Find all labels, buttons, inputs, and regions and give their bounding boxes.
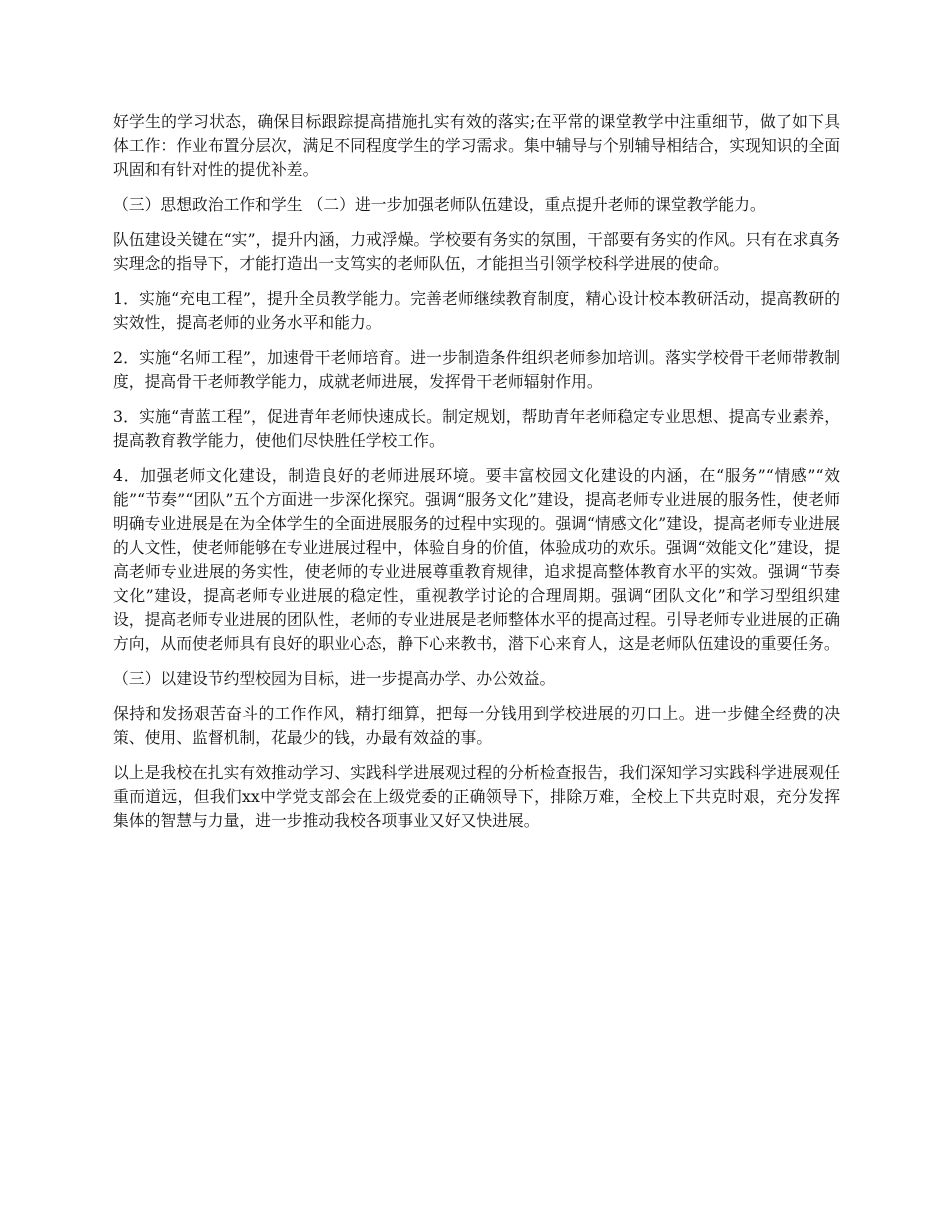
paragraph: 队伍建设关键在“实”，提升内涵，力戒浮燥。学校要有务实的氛围，干部要有务实的作风。只有在求真务实理念的指导下，才能打造出一支笃实的老师队伍，才能担当引领学校科学进展的使命。 bbox=[113, 230, 841, 273]
section-heading: （三）以建设节约型校园为目标，进一步提高办学、办公效益。 bbox=[113, 669, 556, 688]
list-item: 2．实施“名师工程”，加速骨干老师培育。进一步制造条件组织老师参加培训。落实学校骨干老师带教制度，提高骨干老师教学能力，成就老师进展，发挥骨干老师辐射作用。 bbox=[113, 348, 840, 391]
section-heading: （三）思想政治工作和学生 （二）进一步加强老师队伍建设，重点提升老师的课堂教学能力。 bbox=[113, 195, 766, 214]
list-item: 3．实施“青蓝工程”，促进青年老师快速成长。制定规划，帮助青年老师稳定专业思想、提高专业素养，提高教育教学能力，使他们尽快胜任学校工作。 bbox=[113, 407, 840, 450]
paragraph: 保持和发扬艰苦奋斗的工作作风，精打细算，把每一分钱用到学校进展的刃口上。进一步健全经费的决策、使用、监督机制，花最少的钱，办最有效益的事。 bbox=[113, 704, 840, 747]
conclusion-paragraph: 以上是我校在扎实有效推动学习、实践科学进展观过程的分析检查报告，我们深知学习实践科学进展观任重而道远，但我们xx中学党支部会在上级党委的正确领导下，排除万难，全校上下共克时艰，充分发挥集体的智慧与力量，进一步推动我校各项事业又好又快进展。 bbox=[113, 763, 840, 830]
paragraph: 好学生的学习状态，确保目标跟踪提高措施扎实有效的落实;在平常的课堂教学中注重细节，做了如下具体工作：作业布置分层次，满足不同程度学生的学习需求。集中辅导与个别辅导相结合，实现知识的全面巩固和有针对性的提优补差。 bbox=[113, 112, 840, 179]
list-item: 4．加强老师文化建设，制造良好的老师进展环境。要丰富校园文化建设的内涵，在“服务”“情感”“效能”“节奏”“团队”五个方面进一步深化探究。强调“服务文化”建设，提高老师专业进展的服务性，使老师明确专业进展是在为全体学生的全面进展服务的过程中实现的。强调“情感文化”建设，提高老师专业进展的人文性，使老师能够在专业进展过程中，体验自身的价值，体验成功的欢乐。强调“效能文化”建设，提高老师专业进展的务实性，使老师的专业进展尊重教育规律，追求提高整体教育水平的实效。强调“节奏文化”建设，提高老师专业进展的稳定性，重视教学讨论的合理周期。强调“团队文化”和学习型组织建设，提高老师专业进展的团队性，老师的专业进展是老师整体水平的提高过程。引导老师专业进展的正确方向，从而使老师具有良好的职业心态，静下心来教书，潜下心来育人，这是老师队伍建设的重要任务。 bbox=[113, 466, 841, 653]
document-body bbox=[113, 110, 840, 844]
list-item: 1．实施“充电工程”，提升全员教学能力。完善老师继续教育制度，精心设计校本教研活动，提高教研的实效性，提高老师的业务水平和能力。 bbox=[113, 289, 840, 332]
